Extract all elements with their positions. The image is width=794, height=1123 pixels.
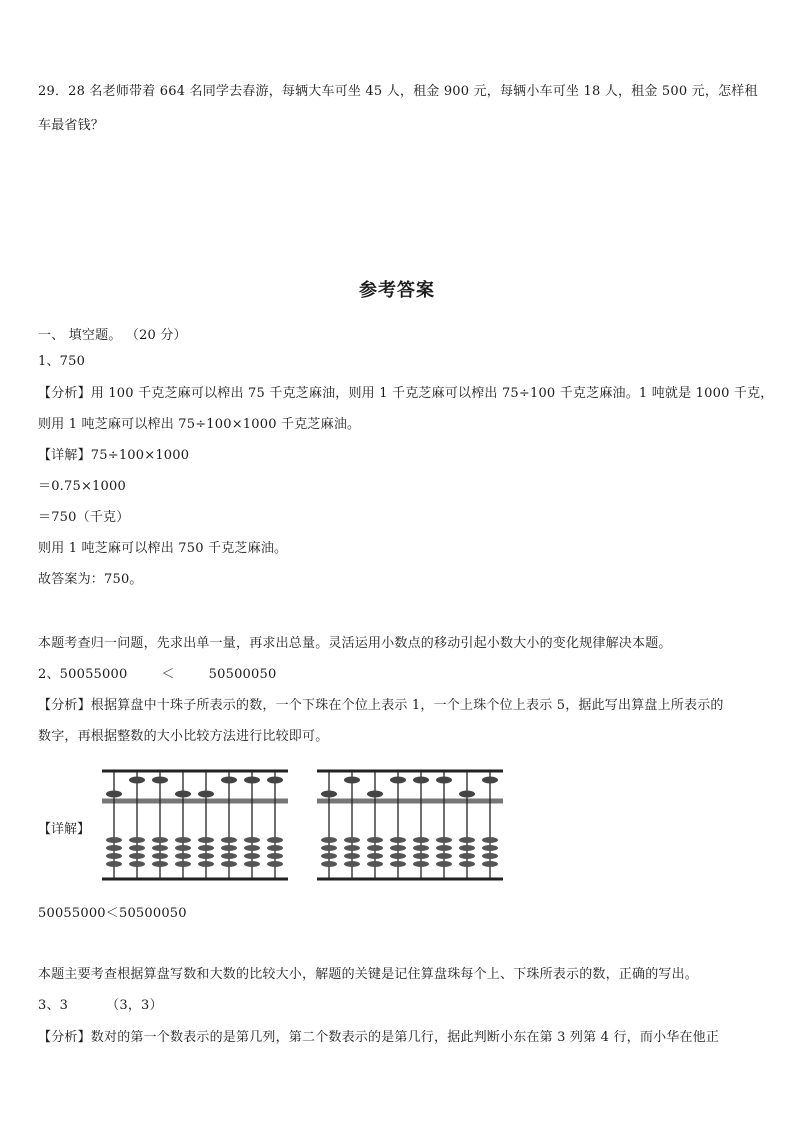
q3-answer-left: 3、3 [38, 998, 69, 1013]
q1-analysis-line-2: 则用 1 吨芝麻可以榨出 75÷100×1000 千克芝麻油。 [38, 417, 361, 432]
q1-detail-line-2: ＝0.75×1000 [38, 479, 126, 494]
abacus-right-image [317, 768, 503, 882]
question-29-line-2: 车最省钱？ [38, 118, 105, 133]
q2-analysis-line-2: 数字，再根据整数的大小比较方法进行比较即可。 [38, 729, 329, 744]
q2-result: 50055000＜50500050 [38, 906, 187, 921]
section-1-heading: 一、 填空题。 （20 分） [38, 328, 187, 343]
q2-summary: 本题主要考查根据算盘写数和大数的比较大小，解题的关键是记住算盘珠每个上、下珠所表示的数，正确的写出。 [38, 967, 699, 982]
q1-summary: 本题考查归一问题，先求出单一量，再求出总量。灵活运用小数点的移动引起小数大小的变化规律解决本题。 [38, 636, 672, 651]
answer-title: 参考答案 [359, 280, 435, 301]
q2-answer [38, 667, 276, 683]
q1-analysis-line-1: 【分析】用 100 千克芝麻可以榨出 75 千克芝麻油，则用 1 千克芝麻可以榨出 75÷100 千克芝麻油。1 吨就是 1000 千克， [38, 386, 774, 401]
question-29-line-1: 29．28 名老师带着 664 名同学去春游，每辆大车可坐 45 人，租金 900 元，每辆小车可坐 18 人，租金 500 元，怎样租 [38, 84, 758, 99]
q3-answer [38, 998, 163, 1014]
q1-conclusion: 故答案为：750。 [38, 572, 143, 587]
q2-answer-left: 2、50055000 [38, 667, 128, 682]
q3-answer-pair: （3，3） [106, 998, 163, 1013]
q2-answer-symbol: ＜ [161, 667, 175, 682]
q1-detail-line-1: 【详解】75÷100×1000 [38, 448, 190, 463]
q1-detail-line-4: 则用 1 吨芝麻可以榨出 750 千克芝麻油。 [38, 541, 288, 556]
q2-detail-label: 【详解】 [38, 822, 91, 837]
q1-answer: 1、750 [38, 354, 86, 369]
abacus-left-image [102, 768, 288, 882]
q2-analysis-line-1: 【分析】根据算盘中十珠子所表示的数，一个下珠在个位上表示 1，一个上珠个位上表示 5，据此写出算盘上所表示的 [38, 698, 724, 713]
q1-detail-line-3: ＝750（千克） [38, 510, 130, 525]
q3-analysis-line-1: 【分析】数对的第一个数表示的是第几列，第二个数表示的是第几行，据此判断小东在第 3 列第 4 行，而小华在他正 [38, 1030, 720, 1045]
q2-answer-right: 50500050 [208, 667, 277, 682]
